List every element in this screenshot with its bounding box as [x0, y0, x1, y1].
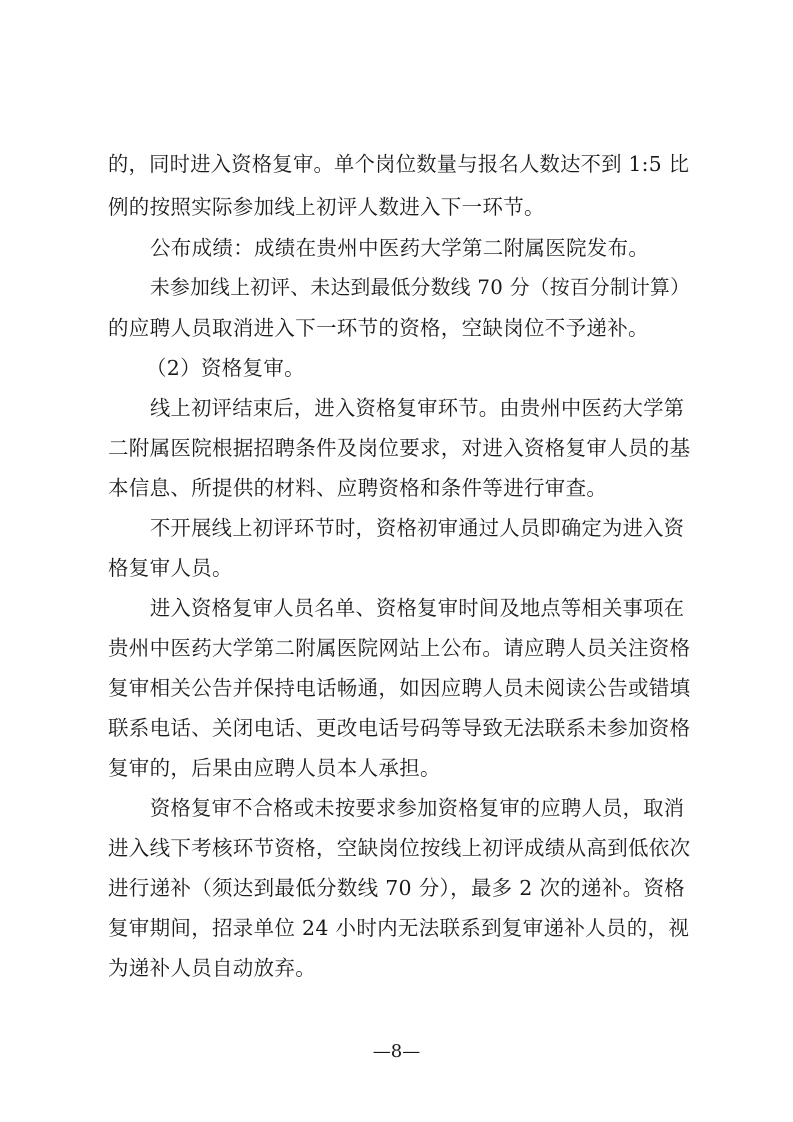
text-line: 的，同时进入资格复审。单个岗位数量与报名人数达不到 1:5 比	[108, 152, 690, 176]
section-heading: （2）资格复审。	[146, 356, 305, 380]
text-line: 进入资格复审人员名单、资格复审时间及地点等相关事项在	[150, 596, 685, 620]
text-line: 线上初评结束后，进入资格复审环节。由贵州中医药大学第	[150, 396, 685, 420]
text-line: 公布成绩：成绩在贵州中医药大学第二附属医院发布。	[150, 236, 650, 260]
text-line: 二附属医院根据招聘条件及岗位要求，对进入资格复审人员的基	[108, 436, 691, 460]
text-line: 资格复审不合格或未按要求参加资格复审的应聘人员，取消	[150, 796, 685, 820]
text-line: 不开展线上初评环节时，资格初审通过人员即确定为进入资	[150, 516, 685, 540]
text-line: 本信息、所提供的材料、应聘资格和条件等进行审查。	[108, 476, 608, 500]
text-line: 例的按照实际参加线上初评人数进入下一环节。	[108, 195, 545, 219]
page-number: —8—	[372, 1041, 421, 1062]
text-line: 贵州中医药大学第二附属医院网站上公布。请应聘人员关注资格	[108, 636, 691, 660]
text-line: 格复审人员。	[108, 556, 233, 580]
text-line: 联系电话、关闭电话、更改电话号码等导致无法联系未参加资格	[108, 716, 691, 740]
text-line: 进入线下考核环节资格，空缺岗位按线上初评成绩从高到低依次	[108, 836, 691, 860]
text-line: 为递补人员自动放弃。	[108, 956, 316, 980]
text-line: 进行递补（须达到最低分数线 70 分），最多 2 次的递补。资格	[108, 876, 686, 900]
text-line: 复审相关公告并保持电话畅通，如因应聘人员未阅读公告或错填	[108, 676, 691, 700]
text-line: 复审的，后果由应聘人员本人承担。	[108, 756, 441, 780]
text-line: 的应聘人员取消进入下一环节的资格，空缺岗位不予递补。	[108, 316, 649, 340]
text-line: 未参加线上初评、未达到最低分数线 70 分（按百分制计算）	[150, 276, 691, 299]
text-line: 复审期间，招录单位 24 小时内无法联系到复审递补人员的，视	[108, 916, 690, 940]
